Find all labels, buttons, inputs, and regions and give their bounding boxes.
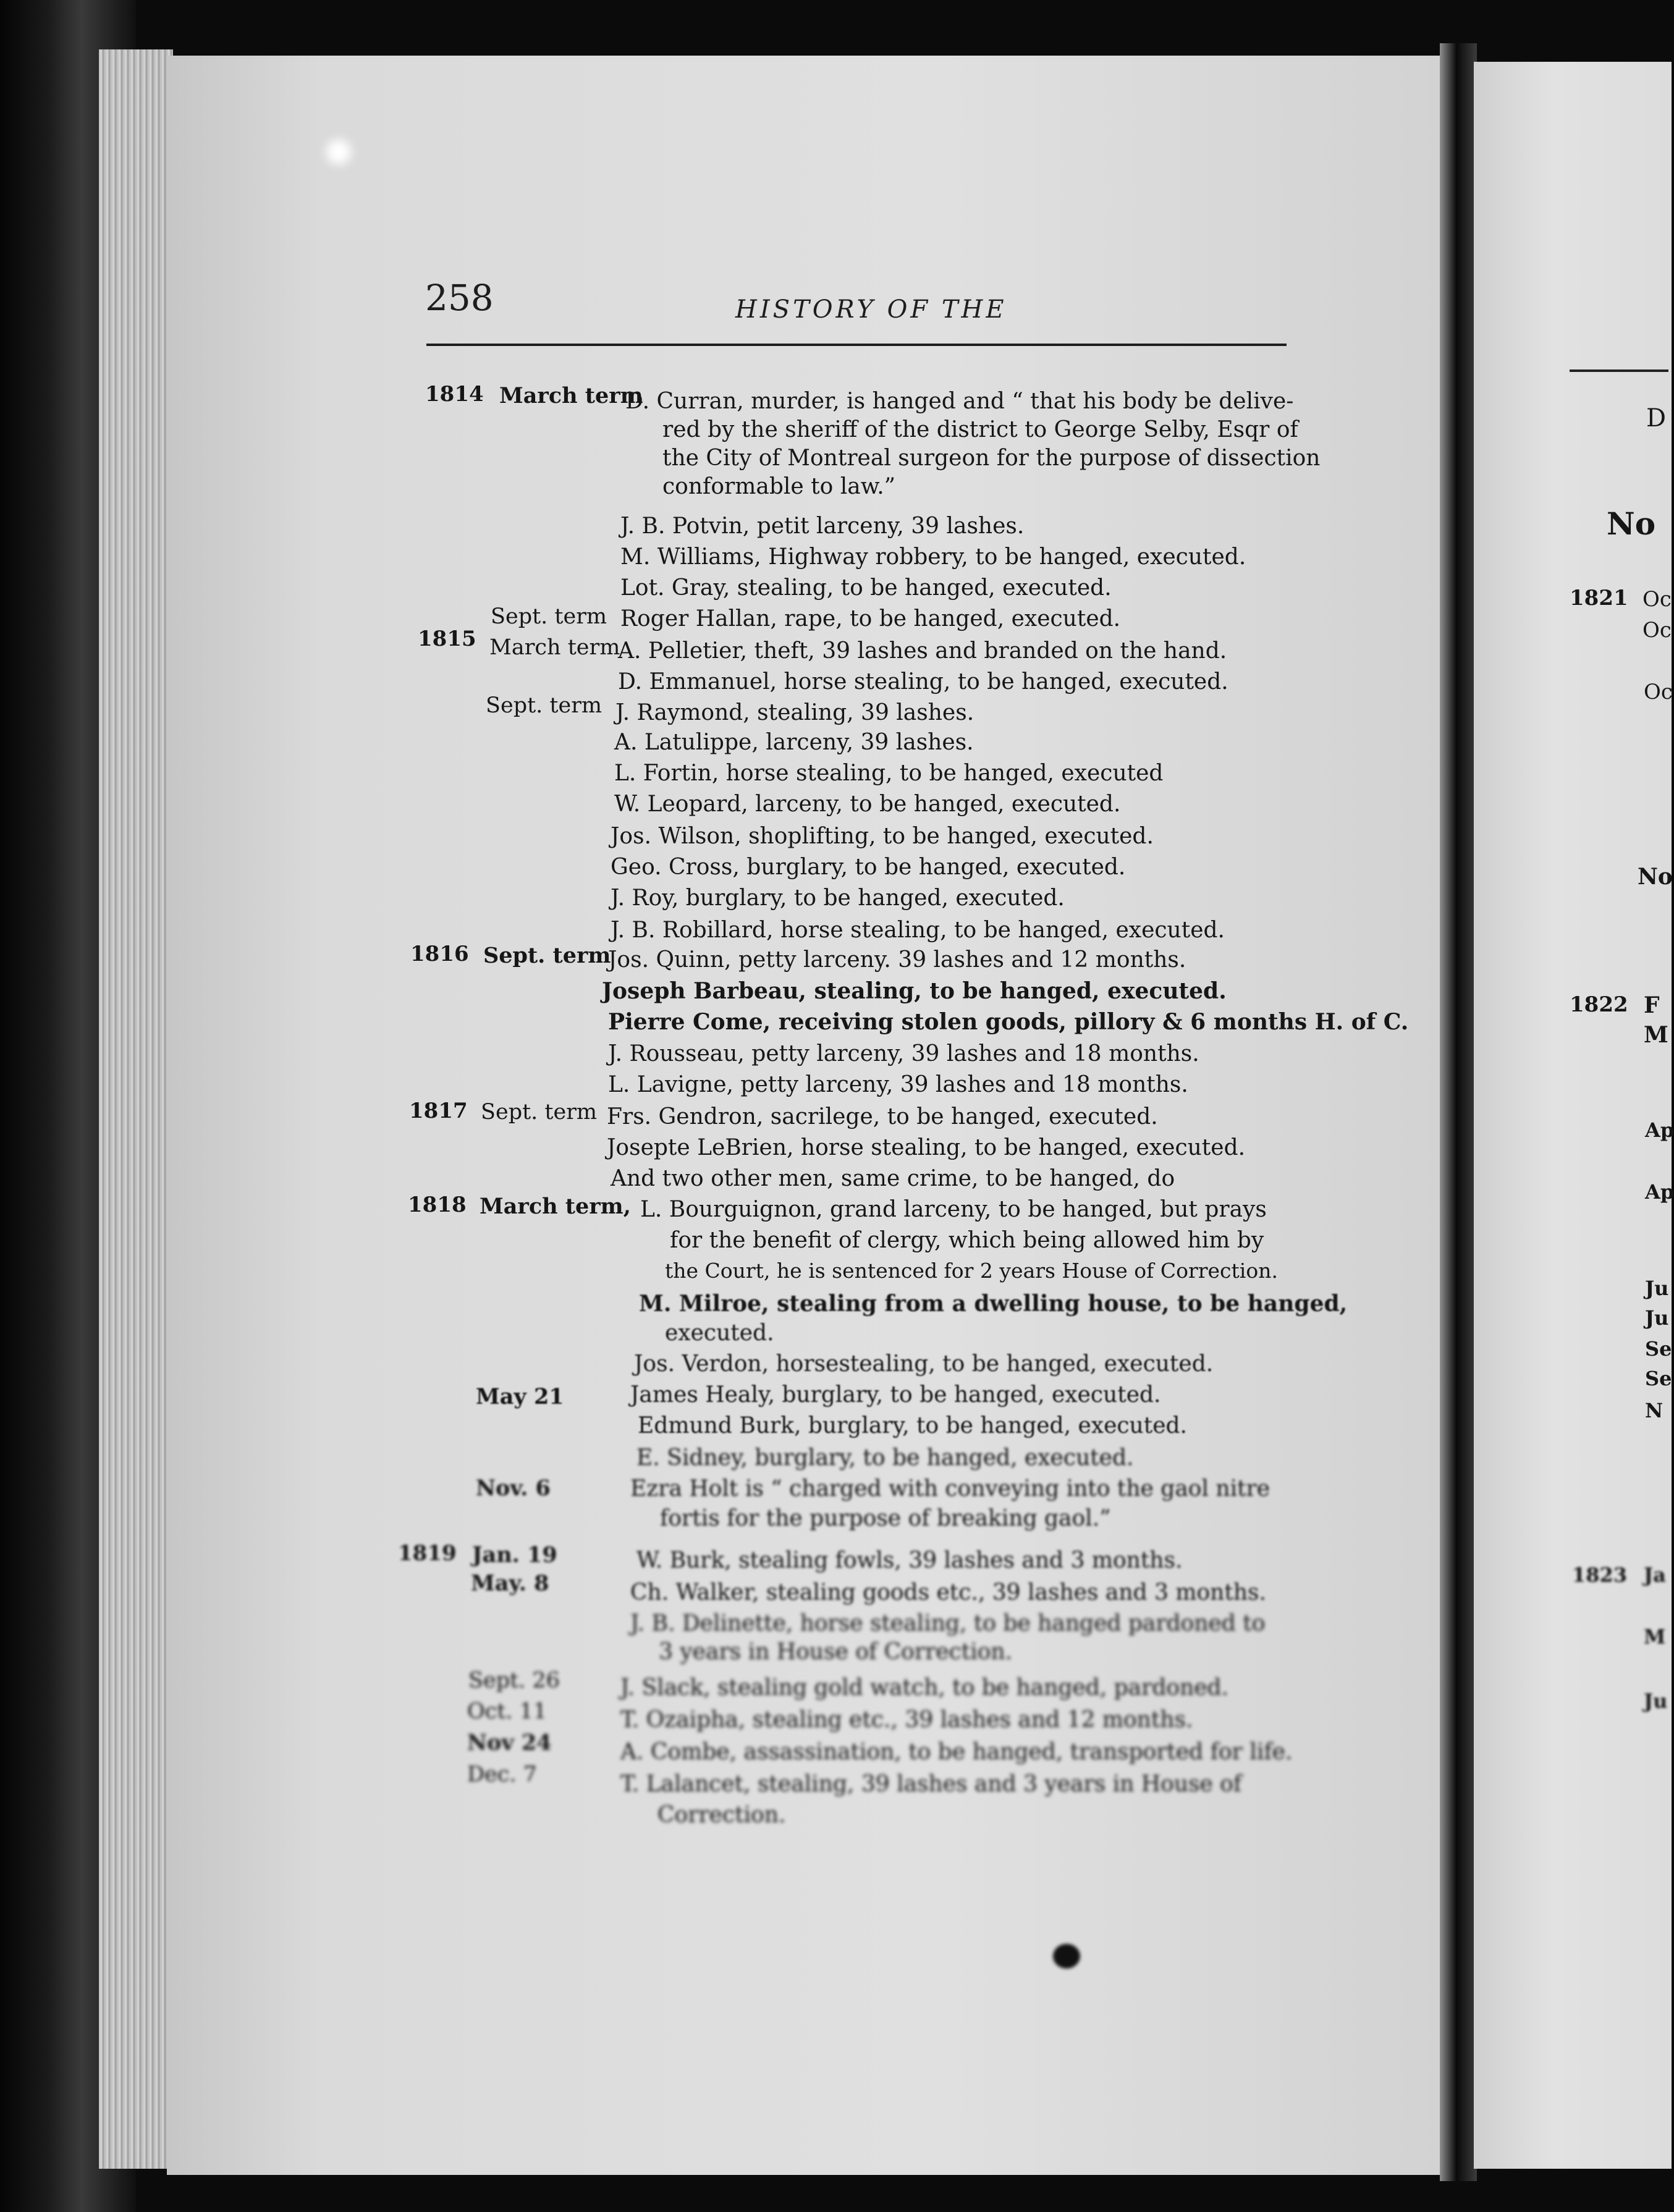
right-fragment: Ja (1644, 1563, 1666, 1587)
entry-line: Frs. Gendron, sacrilege, to be hanged, executed. (607, 1104, 1158, 1129)
entry-line: T. Lalancet, stealing, 39 lashes and 3 years in House of (620, 1771, 1242, 1797)
right-fragment: Oc (1644, 680, 1673, 704)
right-fragment: Ju (1644, 1689, 1668, 1713)
entry-line: Pierre Come, receiving stolen goods, pillory & 6 months H. of C. (608, 1009, 1409, 1035)
book-gutter (1440, 43, 1477, 2181)
entry-line: L. Lavigne, petty larceny, 39 lashes and 18 months. (608, 1072, 1188, 1097)
entry-term: March term (499, 383, 643, 408)
entry-line: Lot. Gray, stealing, to be hanged, executed. (620, 575, 1112, 601)
entry-term: Sept. term (491, 604, 607, 629)
right-fragment: Se (1645, 1337, 1672, 1361)
entry-term: March term (489, 635, 620, 660)
header-rule (426, 344, 1287, 346)
entry-line: A. Combe, assassination, to be hanged, transported for life. (620, 1739, 1293, 1765)
entry-year: 1816 (410, 942, 469, 966)
right-fragment: 1823 (1572, 1563, 1628, 1587)
entry-line: T. Ozaipha, stealing etc., 39 lashes and 12 months. (620, 1707, 1193, 1733)
entry-line: M. Milroe, stealing from a dwelling house, to be hanged, (639, 1291, 1348, 1317)
entry-line: E. Sidney, burglary, to be hanged, executed. (636, 1445, 1134, 1471)
entry-line: Josepte LeBrien, horse stealing, to be hanged, executed. (607, 1135, 1246, 1160)
entry-line: J. Raymond, stealing, 39 lashes. (615, 700, 974, 725)
page-stack-edge (99, 49, 173, 2169)
entry-line: Roger Hallan, rape, to be hanged, executed. (620, 606, 1121, 631)
entry-line: D. Curran, murder, is hanged and “ that his body be delive- (625, 389, 1294, 414)
entry-line: J. B. Delinette, horse stealing, to be hanged pardoned to (630, 1611, 1266, 1636)
entry-line: L. Bourguignon, grand larceny, to be hanged, but prays (640, 1197, 1267, 1222)
right-page (1474, 62, 1672, 2169)
right-fragment: M (1644, 1022, 1668, 1048)
entry-year: 1818 (408, 1193, 467, 1217)
right-fragment: Ju (1645, 1277, 1669, 1300)
entry-line: M. Williams, Highway robbery, to be hanged, executed. (620, 544, 1246, 570)
right-fragment: N (1645, 1399, 1663, 1422)
entry-line: D. Emmanuel, horse stealing, to be hanged, executed. (618, 669, 1228, 694)
entry-line: Ch. Walker, stealing goods etc., 39 lashes and 3 months. (630, 1580, 1266, 1605)
entry-line: A. Pelletier, theft, 39 lashes and branded on the hand. (618, 638, 1227, 664)
entry-line: Correction. (657, 1802, 786, 1828)
entry-line: J. Slack, stealing gold watch, to be hanged, pardoned. (620, 1675, 1229, 1700)
right-fragment: 1821 (1570, 586, 1628, 610)
right-fragment: Oc (1642, 587, 1672, 612)
right-fragment: No (1638, 864, 1673, 890)
entry-term: Nov 24 (467, 1730, 552, 1755)
right-fragment: Se (1645, 1367, 1672, 1390)
entry-term: Nov. 6 (476, 1475, 551, 1501)
entry-line: red by the sheriff of the district to George Selby, Esqr of (662, 417, 1298, 442)
running-head: HISTORY OF THE (735, 295, 1007, 324)
entry-line: W. Leopard, larceny, to be hanged, executed. (614, 792, 1121, 817)
entry-line: W. Burk, stealing fowls, 39 lashes and 3 months. (636, 1548, 1183, 1573)
entry-term: Sept. term (483, 943, 611, 968)
entry-term: March term, (480, 1194, 631, 1219)
entry-line: Ezra Holt is “ charged with conveying into the gaol nitre (630, 1476, 1270, 1501)
entry-term: Jan. 19 (472, 1542, 557, 1568)
entry-line: Edmund Burk, burglary, to be hanged, executed. (638, 1413, 1187, 1438)
entry-line: Jos. Verdon, horsestealing, to be hanged, executed. (634, 1351, 1214, 1377)
entry-year: 1815 (418, 627, 476, 651)
entry-term: Sept. term (486, 693, 602, 718)
entry-line: Jos. Wilson, shoplifting, to be hanged, executed. (611, 824, 1154, 849)
entry-line: for the benefit of clergy, which being allowed him by (670, 1228, 1264, 1253)
entry-term: Dec. 7 (467, 1762, 537, 1787)
entry-line: executed. (665, 1320, 774, 1346)
entry-line: J. B. Robillard, horse stealing, to be hanged, executed. (611, 918, 1225, 943)
entry-term: Sept. term (481, 1100, 598, 1125)
entry-year: 1819 (398, 1541, 457, 1566)
entry-line: Jos. Quinn, petty larceny. 39 lashes and 12 months. (608, 947, 1186, 973)
right-fragment: F (1644, 992, 1660, 1018)
page-number: 258 (425, 277, 494, 319)
entry-line: 3 years in House of Correction. (659, 1639, 1013, 1665)
entry-year: 1817 (409, 1099, 468, 1123)
entry-line: L. Fortin, horse stealing, to be hanged, executed (614, 761, 1164, 786)
entry-line: the City of Montreal surgeon for the purpose of dissection (662, 445, 1321, 471)
entry-line: A. Latulippe, larceny, 39 lashes. (614, 730, 974, 755)
right-page-rule (1570, 369, 1668, 372)
right-fragment: D (1646, 404, 1667, 433)
entry-line: conformable to law.” (662, 474, 896, 499)
entry-line: James Healy, burglary, to be hanged, executed. (630, 1382, 1161, 1408)
right-fragment: Ap (1645, 1180, 1674, 1204)
entry-line: Geo. Cross, burglary, to be hanged, executed. (611, 855, 1126, 880)
entry-line: J. Roy, burglary, to be hanged, executed. (611, 885, 1065, 911)
entry-line: J. Rousseau, petty larceny, 39 lashes and 18 months. (608, 1041, 1199, 1066)
ink-spot (1053, 1944, 1080, 1969)
entry-line: the Court, he is sentenced for 2 years House of Correction. (665, 1259, 1278, 1283)
right-fragment: No (1607, 505, 1656, 542)
entry-year: 1814 (425, 382, 484, 407)
entry-line: J. B. Potvin, petit larceny, 39 lashes. (620, 513, 1025, 539)
right-fragment: 1822 (1570, 992, 1628, 1017)
light-glare (326, 140, 351, 164)
entry-line: Joseph Barbeau, stealing, to be hanged, executed. (602, 978, 1227, 1004)
entry-term: Oct. 11 (467, 1699, 547, 1724)
entry-term: Sept. 26 (468, 1668, 560, 1693)
right-fragment: Ju (1645, 1306, 1669, 1330)
entry-line: fortis for the purpose of breaking gaol.” (660, 1506, 1111, 1531)
right-fragment: M (1644, 1625, 1666, 1648)
entry-term: May. 8 (471, 1571, 549, 1596)
entry-line: And two other men, same crime, to be hanged, do (611, 1166, 1175, 1191)
right-fragment: Ap (1645, 1118, 1674, 1142)
entry-term: May 21 (476, 1384, 564, 1409)
right-fragment: Oc (1642, 618, 1672, 643)
